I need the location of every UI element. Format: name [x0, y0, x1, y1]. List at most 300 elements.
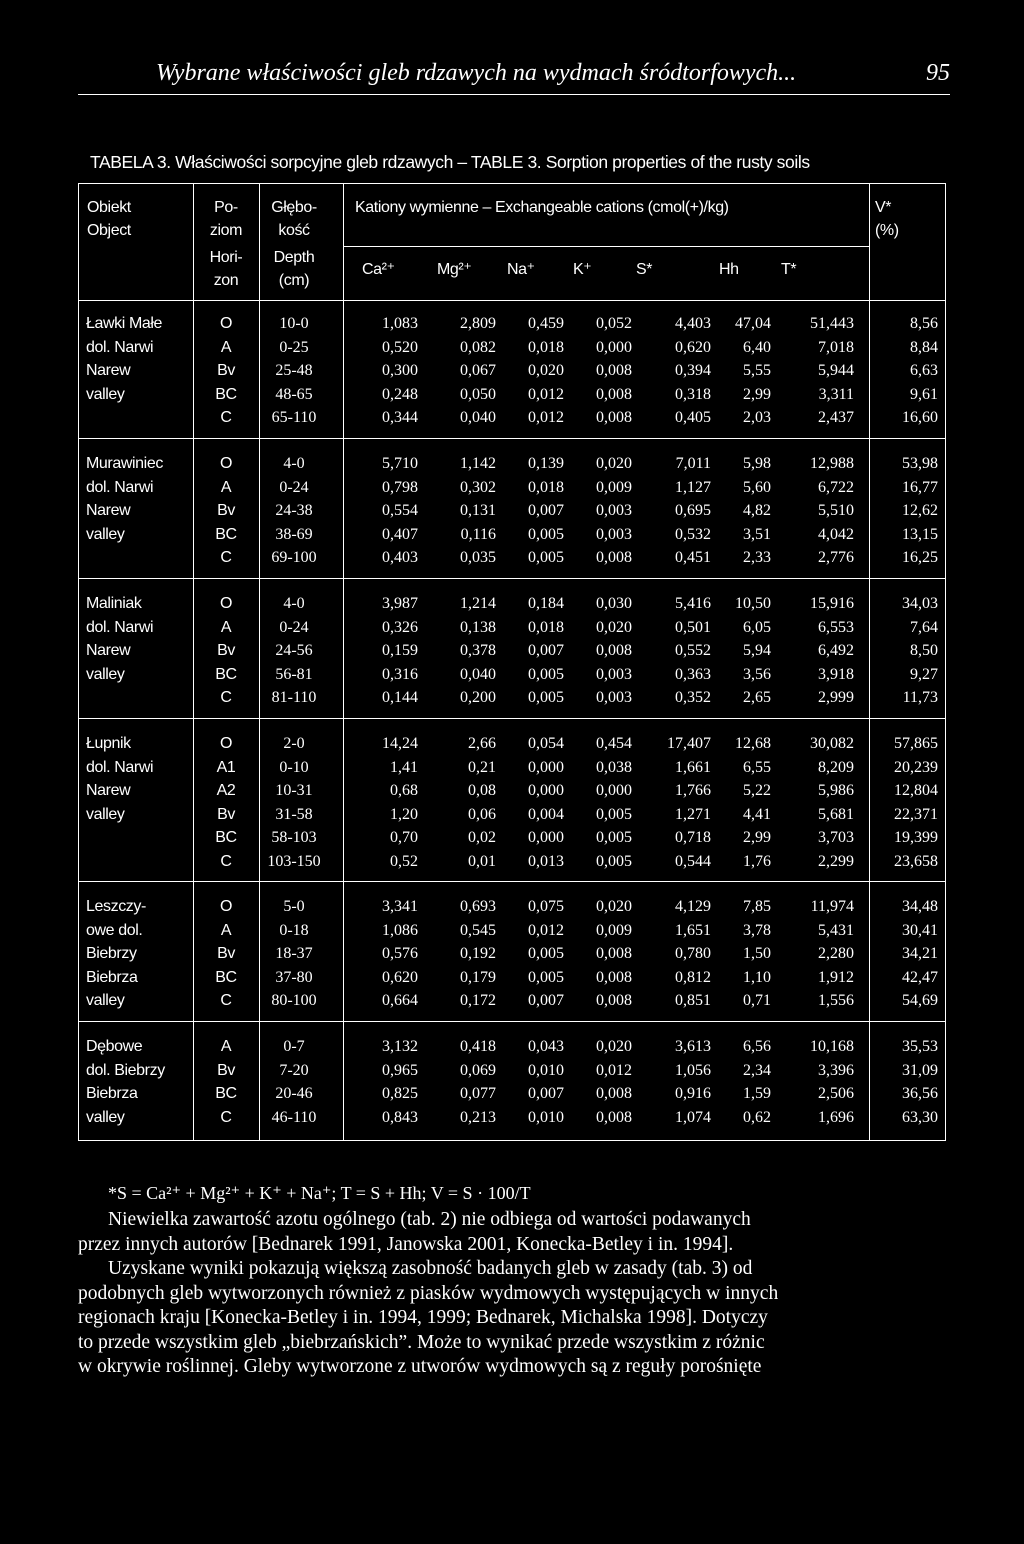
cell-s: 1,127 — [675, 478, 711, 496]
header-bottom-rule — [79, 300, 945, 301]
cell-depth: 0-24 — [279, 478, 309, 496]
cell-t: 12,988 — [810, 455, 854, 472]
cell-mg: 0,08 — [468, 782, 496, 800]
group-rule — [79, 1021, 945, 1022]
cell-na: 0,010 — [528, 1108, 564, 1126]
cell-depth: 37-80 — [275, 968, 313, 986]
cell-v: 8,56 — [910, 315, 938, 332]
cell-hh: 1,59 — [743, 1085, 771, 1103]
header-object-pl: Obiekt — [87, 199, 131, 216]
cell-depth: 56-81 — [275, 665, 313, 683]
cell-t: 1,696 — [818, 1108, 854, 1126]
cell-v: 16,77 — [902, 478, 938, 496]
cell-s: 0,620 — [675, 338, 711, 356]
cell-hh: 3,78 — [743, 921, 771, 939]
cell-na: 0,000 — [528, 782, 564, 800]
cell-k: 0,020 — [596, 1038, 632, 1055]
header-depth-1: Głębo- — [271, 199, 317, 216]
cell-na: 0,007 — [528, 502, 564, 520]
cell-k: 0,008 — [596, 549, 632, 567]
cell-horizon: A — [220, 618, 232, 636]
paragraph-line: Uzyskane wyniki pokazują większą zasobność badanych gleb w zasady (tab. 3) od — [108, 1258, 753, 1279]
cell-v: 12,804 — [894, 782, 938, 800]
cell-hh: 5,98 — [743, 455, 771, 472]
header-depth-3: Depth — [273, 249, 315, 266]
paragraph-line: przez innych autorów [Bednarek 1991, Janowska 2001, Konecka-Betley i in. 1994]. — [78, 1233, 734, 1255]
cell-v: 34,48 — [902, 898, 938, 915]
header-depth-2: kość — [278, 222, 310, 239]
cell-horizon: A — [220, 921, 232, 939]
cell-v: 11,73 — [902, 689, 938, 707]
cell-na: 0,139 — [528, 455, 564, 472]
cell-mg: 0,418 — [460, 1038, 496, 1055]
header-s: S* — [636, 261, 653, 278]
cell-k: 0,005 — [596, 805, 632, 823]
cell-hh: 1,10 — [743, 968, 771, 986]
cell-depth: 48-65 — [275, 385, 313, 403]
cell-horizon: C — [220, 992, 232, 1010]
cell-horizon: A — [220, 478, 232, 496]
cell-depth: 0-7 — [283, 1038, 305, 1055]
cell-s: 0,780 — [675, 945, 711, 963]
cell-s: 0,318 — [675, 385, 711, 403]
cell-na: 0,005 — [528, 689, 564, 707]
table-footnote: *S = Ca²⁺ + Mg²⁺ + K⁺ + Na⁺; T = S + Hh; V = S · 100/T — [108, 1183, 531, 1203]
cell-v: 54,69 — [902, 992, 938, 1010]
cell-na: 0,018 — [528, 478, 564, 496]
cell-v: 8,84 — [910, 338, 938, 356]
paragraph-line: podobnych gleb wytworzonych również z piasków wydmowych występujących w innych — [78, 1282, 779, 1304]
cell-mg: 0,077 — [460, 1085, 496, 1103]
cell-hh: 4,82 — [743, 502, 771, 520]
cell-ca: 1,086 — [382, 921, 418, 939]
header-na: Na⁺ — [507, 261, 535, 278]
cell-hh: 5,60 — [743, 478, 771, 496]
cell-ca: 0,300 — [382, 362, 418, 380]
cell-v: 8,50 — [910, 642, 938, 660]
object-label: Biebrza — [86, 1085, 138, 1103]
group-rule — [79, 881, 945, 882]
cell-s: 0,394 — [675, 362, 711, 380]
cell-na: 0,005 — [528, 968, 564, 986]
cell-v: 19,399 — [894, 829, 938, 847]
cell-v: 53,98 — [902, 455, 938, 472]
cell-mg: 0,050 — [460, 385, 496, 403]
cell-hh: 12,68 — [735, 735, 771, 752]
cell-t: 51,443 — [810, 315, 854, 332]
cell-depth: 20-46 — [275, 1085, 313, 1103]
cell-s: 17,407 — [667, 735, 711, 752]
cell-t: 3,703 — [818, 829, 854, 847]
cell-hh: 0,62 — [743, 1108, 771, 1126]
cell-ca: 0,407 — [382, 525, 418, 543]
cell-s: 0,451 — [675, 549, 711, 567]
cell-horizon: C — [220, 689, 232, 707]
cell-t: 5,510 — [818, 502, 854, 520]
cell-horizon: C — [220, 409, 232, 427]
header-mg: Mg²⁺ — [437, 261, 472, 278]
cell-ca: 0,554 — [382, 502, 418, 520]
object-label: valley — [86, 805, 125, 823]
cell-ca: 0,965 — [382, 1061, 418, 1079]
cell-mg: 0,040 — [460, 665, 496, 683]
cell-hh: 6,56 — [743, 1038, 771, 1055]
cell-depth: 69-100 — [271, 549, 317, 567]
cell-s: 3,613 — [675, 1038, 711, 1055]
cell-na: 0,005 — [528, 525, 564, 543]
cell-horizon: BC — [215, 385, 237, 403]
cell-depth: 2-0 — [283, 735, 305, 752]
cell-t: 3,918 — [818, 665, 854, 683]
cell-hh: 4,41 — [743, 805, 771, 823]
cell-mg: 0,06 — [468, 805, 496, 823]
object-label: Biebrzy — [86, 945, 137, 963]
cell-k: 0,003 — [596, 665, 632, 683]
cell-ca: 0,344 — [382, 409, 418, 427]
cell-s: 1,074 — [675, 1108, 711, 1126]
cell-t: 1,912 — [818, 968, 854, 986]
cell-k: 0,008 — [596, 362, 632, 380]
cell-na: 0,012 — [528, 385, 564, 403]
cell-horizon: A1 — [216, 758, 236, 776]
cell-s: 1,651 — [675, 921, 711, 939]
cell-s: 1,661 — [675, 758, 711, 776]
cell-na: 0,005 — [528, 945, 564, 963]
cell-mg: 0,302 — [460, 478, 496, 496]
object-label: dol. Narwi — [86, 478, 154, 496]
cell-t: 5,986 — [818, 782, 854, 800]
cell-ca: 0,798 — [382, 478, 418, 496]
cell-hh: 2,34 — [743, 1061, 771, 1079]
cell-horizon: Bv — [217, 805, 235, 823]
object-label: Łupnik — [86, 735, 131, 752]
cell-ca: 5,710 — [382, 455, 418, 472]
object-label: Dębowe — [86, 1038, 143, 1055]
cell-depth: 24-56 — [275, 642, 313, 660]
cell-v: 36,56 — [902, 1085, 938, 1103]
cell-depth: 0-10 — [279, 758, 309, 776]
cell-hh: 2,99 — [743, 829, 771, 847]
cell-s: 0,916 — [675, 1085, 711, 1103]
header-horizon-4: zon — [213, 272, 239, 289]
cell-k: 0,038 — [596, 758, 632, 776]
cell-depth: 38-69 — [275, 525, 313, 543]
header-horizon-2: ziom — [209, 222, 243, 239]
cell-hh: 10,50 — [735, 595, 771, 612]
cell-v: 42,47 — [902, 968, 938, 986]
object-label: valley — [86, 525, 125, 543]
cell-na: 0,005 — [528, 665, 564, 683]
cell-depth: 46-110 — [271, 1108, 317, 1126]
cell-t: 3,311 — [818, 385, 854, 403]
cell-k: 0,000 — [596, 338, 632, 356]
cell-k: 0,020 — [596, 618, 632, 636]
cell-mg: 0,172 — [460, 992, 496, 1010]
cell-ca: 0,843 — [382, 1108, 418, 1126]
cell-horizon: A — [220, 1038, 232, 1055]
cell-depth: 81-110 — [271, 689, 317, 707]
object-label: dol. Narwi — [86, 338, 154, 356]
cell-na: 0,000 — [528, 758, 564, 776]
header-v-unit: (%) — [875, 222, 899, 239]
cell-k: 0,009 — [596, 921, 632, 939]
cell-v: 23,658 — [894, 853, 938, 870]
cell-hh: 6,05 — [743, 618, 771, 636]
cell-k: 0,008 — [596, 409, 632, 427]
cell-s: 0,532 — [675, 525, 711, 543]
cell-s: 0,352 — [675, 689, 711, 707]
cell-k: 0,008 — [596, 642, 632, 660]
cell-s: 0,695 — [675, 502, 711, 520]
header-v: V* — [875, 199, 892, 216]
paragraph-line: regionach kraju [Konecka-Betley i in. 1994, 1999; Bednarek, Michalska 1998]. Dotyczy — [78, 1307, 768, 1328]
cell-ca: 0,316 — [382, 665, 418, 683]
cell-mg: 0,213 — [460, 1108, 496, 1126]
cell-horizon: A2 — [216, 782, 236, 800]
cell-k: 0,000 — [596, 782, 632, 800]
object-label: valley — [86, 385, 125, 403]
cell-v: 34,03 — [902, 595, 938, 612]
cell-v: 57,865 — [894, 735, 938, 752]
cell-ca: 3,132 — [382, 1038, 418, 1055]
cell-hh: 3,56 — [743, 665, 771, 683]
cell-na: 0,012 — [528, 409, 564, 427]
cell-v: 7,64 — [910, 618, 938, 636]
cell-ca: 14,24 — [382, 735, 418, 752]
cell-mg: 0,21 — [468, 758, 496, 776]
cell-k: 0,003 — [596, 502, 632, 520]
cell-na: 0,043 — [528, 1038, 564, 1055]
header-depth-4: (cm) — [278, 272, 310, 289]
cell-k: 0,012 — [596, 1061, 632, 1079]
object-label: Narew — [86, 502, 131, 520]
cell-hh: 2,99 — [743, 385, 771, 403]
cell-mg: 0,179 — [460, 968, 496, 986]
cell-k: 0,005 — [596, 853, 632, 870]
cell-v: 9,61 — [910, 385, 938, 403]
cell-mg: 0,035 — [460, 549, 496, 567]
cell-ca: 0,620 — [382, 968, 418, 986]
cell-depth: 31-58 — [275, 805, 313, 823]
cell-ca: 1,41 — [390, 758, 418, 776]
cell-mg: 0,545 — [460, 921, 496, 939]
paragraph-line: w okrywie roślinnej. Gleby wytworzone z utworów wydmowych są z reguły porośnięte — [78, 1356, 762, 1377]
cell-depth: 0-18 — [279, 921, 309, 939]
cell-mg: 2,809 — [460, 315, 496, 332]
cell-ca: 1,083 — [382, 315, 418, 332]
object-label: owe dol. — [86, 921, 143, 939]
cell-na: 0,075 — [528, 898, 564, 915]
cell-hh: 2,33 — [743, 549, 771, 567]
group-rule — [79, 438, 945, 439]
cell-na: 0,018 — [528, 338, 564, 356]
cell-s: 0,544 — [675, 853, 711, 870]
cell-t: 5,431 — [818, 921, 854, 939]
cell-mg: 0,040 — [460, 409, 496, 427]
cell-ca: 1,20 — [390, 805, 418, 823]
cell-hh: 47,04 — [735, 315, 771, 332]
cell-k: 0,005 — [596, 829, 632, 847]
cell-depth: 0-25 — [279, 338, 309, 356]
cell-v: 35,53 — [902, 1038, 938, 1055]
cell-mg: 0,01 — [468, 853, 496, 870]
cell-t: 30,082 — [810, 735, 854, 752]
object-label: Biebrza — [86, 968, 138, 986]
cell-horizon: O — [219, 595, 233, 612]
cell-s: 0,552 — [675, 642, 711, 660]
cell-horizon: O — [219, 455, 233, 472]
cell-v: 16,60 — [902, 409, 938, 427]
cell-t: 2,299 — [818, 853, 854, 870]
cell-na: 0,005 — [528, 549, 564, 567]
object-label: dol. Narwi — [86, 618, 154, 636]
cell-s: 0,812 — [675, 968, 711, 986]
cell-t: 7,018 — [818, 338, 854, 356]
cell-hh: 0,71 — [743, 992, 771, 1010]
object-label: valley — [86, 665, 125, 683]
cell-t: 5,681 — [818, 805, 854, 823]
cell-hh: 5,22 — [743, 782, 771, 800]
cell-depth: 24-38 — [275, 502, 313, 520]
cell-s: 0,405 — [675, 409, 711, 427]
object-label: Maliniak — [86, 595, 142, 612]
cell-s: 5,416 — [675, 595, 711, 612]
cell-horizon: C — [220, 853, 232, 870]
cell-na: 0,459 — [528, 315, 564, 332]
cell-ca: 3,987 — [382, 595, 418, 612]
cell-k: 0,030 — [596, 595, 632, 612]
cell-horizon: O — [219, 735, 233, 752]
cell-mg: 0,131 — [460, 502, 496, 520]
cell-mg: 0,138 — [460, 618, 496, 636]
cell-k: 0,020 — [596, 898, 632, 915]
cell-s: 4,403 — [675, 315, 711, 332]
object-label: dol. Biebrzy — [86, 1061, 165, 1079]
header-ca: Ca²⁺ — [362, 261, 395, 278]
cell-depth: 65-110 — [271, 409, 317, 427]
cell-ca: 3,341 — [382, 898, 418, 915]
cell-k: 0,008 — [596, 992, 632, 1010]
cell-s: 0,851 — [675, 992, 711, 1010]
cell-depth: 4-0 — [283, 595, 305, 612]
cell-mg: 0,693 — [460, 898, 496, 915]
cell-depth: 18-37 — [275, 945, 313, 963]
cell-mg: 0,116 — [460, 525, 496, 543]
object-label: dol. Narwi — [86, 758, 154, 776]
cell-na: 0,054 — [528, 735, 564, 752]
object-label: valley — [86, 1108, 125, 1126]
cell-mg: 0,200 — [460, 689, 496, 707]
cell-horizon: BC — [215, 829, 237, 847]
cell-ca: 0,576 — [382, 945, 418, 963]
cell-hh: 1,50 — [743, 945, 771, 963]
cell-hh: 1,76 — [743, 853, 771, 870]
cell-t: 8,209 — [818, 758, 854, 776]
object-label: Murawiniec — [86, 455, 163, 472]
object-label: valley — [86, 992, 125, 1010]
group-rule — [79, 718, 945, 719]
cell-horizon: O — [219, 315, 233, 332]
cell-ca: 0,144 — [382, 689, 418, 707]
cell-mg: 0,069 — [460, 1061, 496, 1079]
cell-depth: 7-20 — [279, 1061, 309, 1079]
cell-ca: 0,52 — [390, 853, 418, 870]
cell-ca: 0,520 — [382, 338, 418, 356]
cell-depth: 0-24 — [279, 618, 309, 636]
cell-mg: 0,02 — [468, 829, 496, 847]
cell-ca: 0,825 — [382, 1085, 418, 1103]
cell-depth: 25-48 — [275, 362, 313, 380]
cell-t: 2,280 — [818, 945, 854, 963]
cell-v: 6,63 — [910, 362, 938, 380]
cell-k: 0,003 — [596, 525, 632, 543]
cell-na: 0,007 — [528, 1085, 564, 1103]
paragraph-line: to przede wszystkim gleb „biebrzańskich”. Może to wynikać przede wszystkim z różnic — [78, 1331, 765, 1353]
cell-t: 6,492 — [818, 642, 854, 660]
cell-t: 10,168 — [810, 1038, 854, 1055]
cell-k: 0,008 — [596, 1085, 632, 1103]
cell-v: 16,25 — [902, 549, 938, 567]
cell-hh: 6,40 — [743, 338, 771, 356]
cell-s: 0,363 — [675, 665, 711, 683]
cell-k: 0,003 — [596, 689, 632, 707]
cell-mg: 0,192 — [460, 945, 496, 963]
cell-t: 6,553 — [818, 618, 854, 636]
cell-s: 0,501 — [675, 618, 711, 636]
cell-k: 0,008 — [596, 945, 632, 963]
cell-na: 0,010 — [528, 1061, 564, 1079]
cell-horizon: BC — [215, 1085, 237, 1103]
cell-horizon: Bv — [217, 945, 235, 963]
cell-horizon: BC — [215, 968, 237, 986]
cell-depth: 80-100 — [271, 992, 317, 1010]
cell-horizon: A — [220, 338, 232, 356]
object-label: Narew — [86, 362, 131, 380]
cell-hh: 6,55 — [743, 758, 771, 776]
cell-hh: 7,85 — [743, 898, 771, 915]
cell-na: 0,012 — [528, 921, 564, 939]
cell-mg: 2,66 — [468, 735, 496, 752]
cell-na: 0,020 — [528, 362, 564, 380]
cell-k: 0,009 — [596, 478, 632, 496]
cell-na: 0,004 — [528, 805, 564, 823]
cell-s: 4,129 — [675, 898, 711, 915]
cell-k: 0,008 — [596, 385, 632, 403]
cell-v: 31,09 — [902, 1061, 938, 1079]
object-label: Leszczy- — [86, 898, 146, 915]
cell-horizon: BC — [215, 525, 237, 543]
cell-hh: 5,55 — [743, 362, 771, 380]
cell-t: 4,042 — [818, 525, 854, 543]
cell-horizon: Bv — [217, 642, 235, 660]
header-object-en: Object — [87, 222, 131, 239]
cell-t: 11,974 — [810, 898, 854, 915]
cell-depth: 10-0 — [279, 315, 309, 332]
cell-ca: 0,248 — [382, 385, 418, 403]
cell-ca: 0,70 — [390, 829, 418, 847]
cell-mg: 0,067 — [460, 362, 496, 380]
cell-depth: 58-103 — [271, 829, 317, 847]
cell-v: 20,239 — [894, 758, 938, 776]
cell-t: 2,437 — [818, 409, 854, 427]
running-title: Wybrane właściwości gleb rdzawych na wydmach śródtorfowych... — [156, 60, 797, 86]
cell-t: 5,944 — [818, 362, 854, 380]
running-head — [78, 60, 950, 95]
object-label: Narew — [86, 642, 131, 660]
cell-mg: 0,378 — [460, 642, 496, 660]
cell-v: 63,30 — [902, 1108, 938, 1126]
header-t: T* — [781, 261, 797, 278]
